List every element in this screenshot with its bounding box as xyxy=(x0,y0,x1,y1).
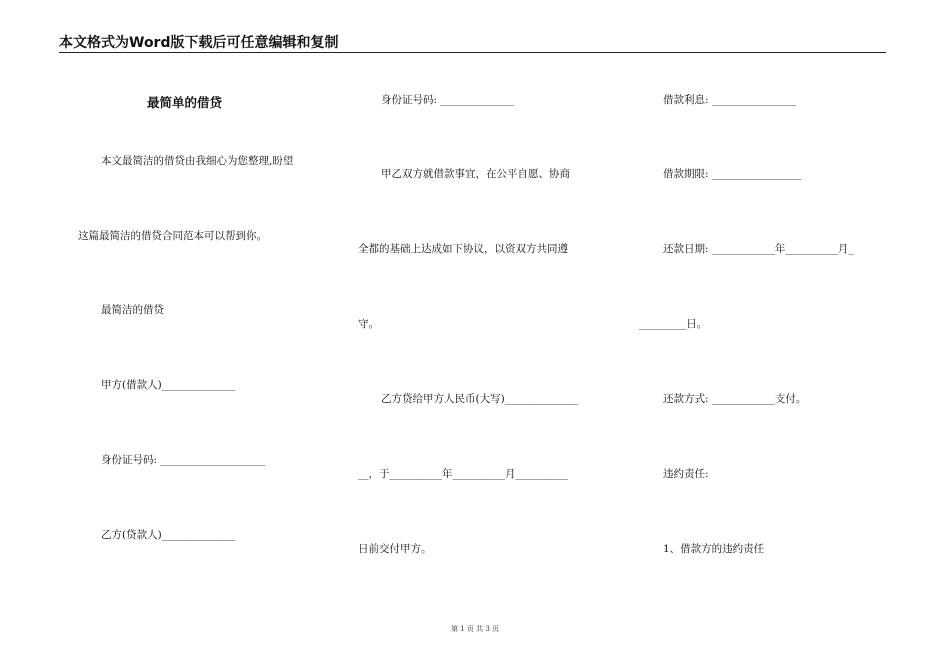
repay-method-line: 还款方式: ____________支付。 xyxy=(663,393,807,405)
document-title: 最简单的借贷 xyxy=(147,95,223,110)
party-a-line: 甲方(借款人)______________ xyxy=(101,379,236,391)
term-line: 借款期限: _________________ xyxy=(663,168,802,180)
repay-date-line-2: _________日。 xyxy=(639,318,708,330)
document-header: 本文格式为Word版下载后可任意编辑和复制 xyxy=(59,35,339,51)
agreement-line-2: 全都的基础上达成如下协议，以资双方共同遵 xyxy=(358,243,568,255)
header-rule xyxy=(59,52,886,53)
agreement-line-3: 守。 xyxy=(358,318,379,330)
loan-amount-line-2: __，于__________年__________月__________ xyxy=(358,468,568,480)
liability-heading: 违约责任: xyxy=(663,468,709,480)
intro-line-1: 本文最简洁的借贷由我细心为您整理,盼望 xyxy=(101,155,294,167)
loan-amount-line-1: 乙方贷给甲方人民币(大写)______________ xyxy=(381,393,579,405)
party-b-id-line: 身份证号码: ______________ xyxy=(381,94,514,106)
repay-date-line-1: 还款日期: ____________年__________月_ xyxy=(663,243,854,255)
agreement-line-1: 甲乙双方就借款事宜，在公平自愿、协商 xyxy=(381,168,570,180)
liability-item-1: 1、借款方的违约责任 xyxy=(663,543,765,555)
section-label: 最简洁的借贷 xyxy=(101,304,164,316)
intro-line-2: 这篇最简洁的借贷合同范本可以帮到你。 xyxy=(78,230,267,242)
party-b-line: 乙方(贷款人)______________ xyxy=(101,529,236,541)
party-a-id-line: 身份证号码: ____________________ xyxy=(101,454,266,466)
page-number: 第 1 页 共 3 页 xyxy=(450,625,500,633)
loan-amount-line-3: 日前交付甲方。 xyxy=(358,543,432,555)
interest-line: 借款利息: ________________ xyxy=(663,94,796,106)
